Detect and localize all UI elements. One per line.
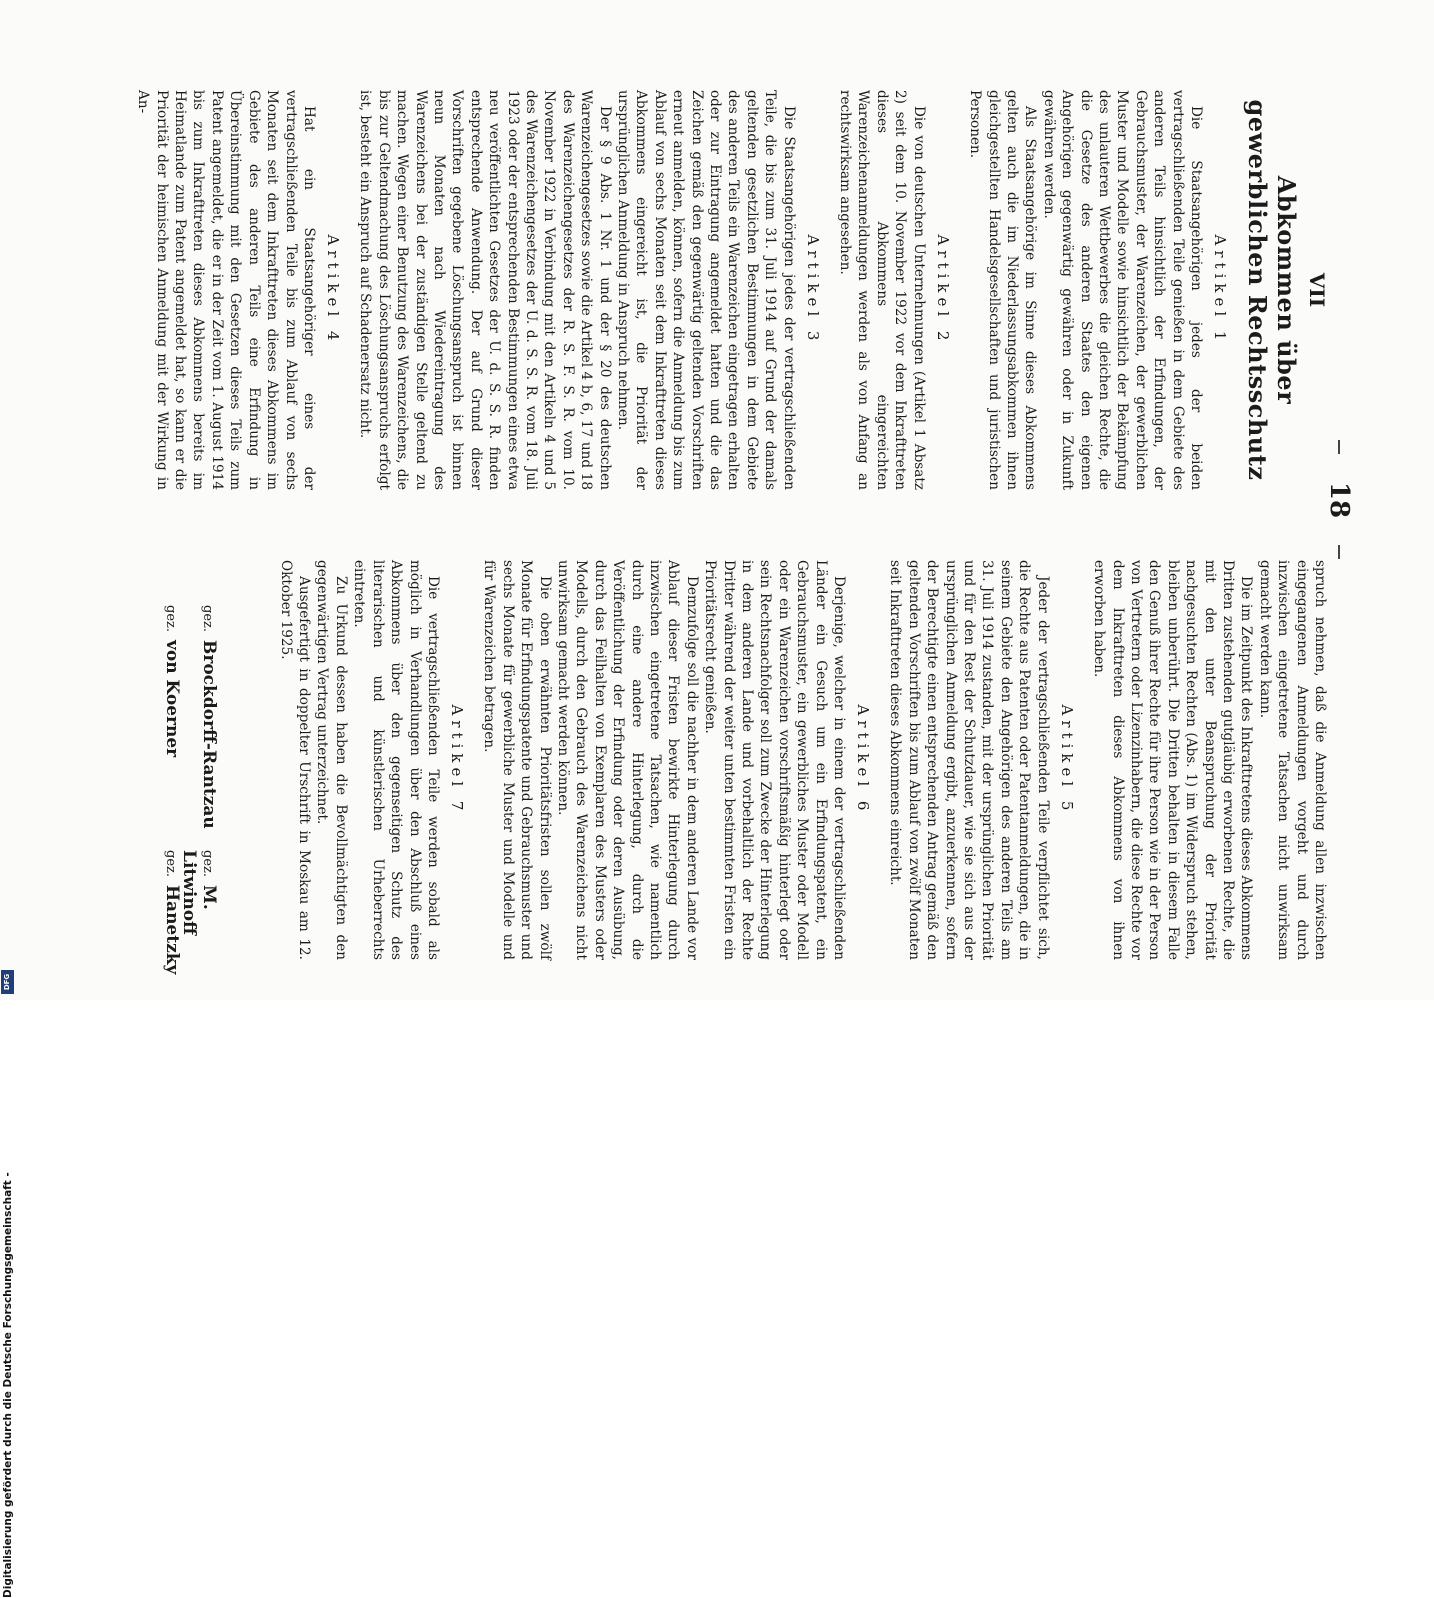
signature-2-prefix: gez.	[200, 850, 215, 877]
signature-4-name: Hanetzky	[162, 885, 182, 975]
section-title: Abkommen über gewerblichen Rechtsschutz	[1243, 99, 1301, 481]
digitization-credit: Digitalisierung gefördert durch die Deutsche Forschungsgemeinschaft -	[2, 1172, 14, 1598]
article-4-paragraph-1: Hat ein Staatsangehöriger eines der vertragschließenden Teile bis zum Ablauf von sechs Monaten seit dem Inkrafttreten dieses Abkommens im Gebiete des anderen Teils eine Erfindung in Übereinstimmung mit den Gesetzen dieses Teils zum Patent angemeldet, die er in der Zeit vom 1. August 1914 bis zum Inkrafttreten dieses Abkommens bereits im Heimatlande zum Patent angemeldet hat, so kann er die Priorität der heimischen Anmeldung mit der Wirkung in An-	[135, 90, 317, 490]
continuation-paragraph-2: Die im Zeitpunkt des Inkrafttretens dieses Abkommens Dritten zustehenden gutgläubig erworbenen Rechte, die mit den unter Beanspruchung der Priorität nachgesuchten Rechten (Abs. 1) im Widerspruch stehen, bleiben unberührt. Die Dritten behalten in diesem Falle den Genuß ihrer Rechte für ihre Person wie in der Person von Vertretern oder Lizenzinhabern, die diese Rechte vor dem Inkrafttreten dieses Abkommens von ihnen erworben haben.	[1091, 560, 1255, 960]
article-3-paragraph-2: Der § 9 Abs. 1 Nr. 1 und der § 20 des deutschen Warenzeichengesetzes sowie die Artikel 4 b, 6, 17 und 18 des Warenzeichengesetzes der R. S. F. S. R. vom 10. November 1922 in Verbindung mit den Artikeln 4 und 5 des Warenzeichengesetzes der U. d. S. S. R. vom 18. Juli 1923 oder der entsprechenden Bestimmungen eines etwa neu veröffentlichten Gesetzes der U. d. S. S. R. finden entsprechende Anwendung. Der auf Grund dieser Vorschriften gegebene Löschungsanspruch ist binnen neun Monaten nach Wiedereintragung des Warenzeichens bei der zuständigen Stelle geltend zu machen. Wegen einer Benutzung des Warenzeichens, die bis zur Geltendmachung des Löschungsanspruchs erfolgt ist, besteht ein Anspruch auf Schadenersatz nicht.	[357, 90, 613, 490]
dfg-logo-text: DFG	[3, 973, 12, 991]
signature-1-name: Brockdorff-Rantzau	[199, 640, 219, 829]
article-6-heading: Artikel 6	[854, 704, 873, 816]
page-number-dash-left	[1338, 440, 1340, 454]
article-6-paragraph-1: Derjenige, welcher in einem der vertragschließenden Länder ein Gesuch um ein Erfindungspatent, ein Gebrauchsmuster, ein gewerbliches Muster oder Modell oder ein Warenzeichen vorschriftsmäßig hinterlegt oder sein Rechtsnachfolger soll zum Zwecke der Hinterlegung in dem anderen Lande und vorbehaltlich der Rechte Dritter während der weiter unten bestimmten Fristen ein Prioritätsrecht genießen.	[702, 560, 848, 960]
signature-3-name: von Koerner	[162, 640, 182, 758]
signature-2-name: M. Litwinoff	[179, 850, 219, 936]
signature-4-prefix: gez.	[163, 850, 178, 877]
article-2-paragraph-1: Die von deutschen Unternehmungen (Artikel 1 Absatz 2) seit dem 10. November 1922 vor dem Inkrafttreten dieses Abkommens eingereichten Warenzeichenanmeldungen werden als von Anfang an rechtswirksam angesehen.	[837, 90, 927, 490]
page-number: 18	[1324, 481, 1354, 519]
signature-3-prefix: gez.	[163, 605, 178, 632]
right-column	[276, 560, 1329, 960]
article-6-paragraph-2: Demzufolge soll die nachher in dem anderen Lande vor Ablauf dieser Fristen bewirkte Hinterlegung durch inzwischen eingetretene Tatsachen, wie namentlich durch eine andere Hinterlegung, durch die Veröffentlichung der Erfindung oder deren Ausübung, durch das Feilhalten von Exemplaren des Musters oder Modells, durch den Gebrauch des Warenzeichens nicht unwirksam gemacht werden können.	[554, 560, 700, 960]
page-number-dash-right	[1338, 545, 1340, 559]
article-7-heading: Artikel 7	[447, 704, 466, 816]
article-3-heading: Artikel 3	[803, 234, 822, 346]
signature-2	[179, 850, 219, 1000]
left-column	[134, 90, 1329, 490]
article-1-paragraph-2: Als Staatsangehörige im Sinne dieses Abkommens gelten auch die im Niederlassungsabkommen ihnen gleichgestellten Handelsgesellschaften und juristischen Personen.	[967, 90, 1039, 490]
article-4-heading: Artikel 4	[323, 234, 342, 346]
signature-1	[199, 605, 219, 829]
closing-paragraph-2: Ausgefertigt in doppelter Urschrift in Moskau am 12. Oktober 1925.	[277, 560, 313, 960]
article-5-heading: Artikel 5	[1057, 704, 1076, 816]
article-7-paragraph-1: Die vertragschließenden Teile werden sobald als möglich in Verhandlungen über den Abschluß eines Abkommens über den gegenseitigen Schutz des literarischen und künstlerischen Urheberrechts eintreten.	[351, 560, 441, 960]
article-6-paragraph-3: Die oben erwähnten Prioritätsfristen sollen zwölf Monate für Erfindungspatente und Gebrauchsmuster und sechs Monate für gewerbliche Muster und Modelle und für Warenzeichen betragen.	[481, 560, 553, 960]
article-3-paragraph-1: Die Staatsangehörigen jedes der vertragschließenden Teile, die bis zum 31. Juli 1914 auf Grund der damals geltenden gesetzlichen Bestimmungen in dem Gebiete des anderen Teils ein Warenzeichen eingetragen erhalten oder zur Eintragung angemeldet hatten und die das Zeichen gemäß den gegenwärtig geltenden Vorschriften erneut anmelden, können, sofern die Anmeldung bis zum Ablauf von sechs Monaten seit dem Inkrafttreten dieses Abkommens eingereicht ist, die Priorität der ursprünglichen Anmeldung in Anspruch nehmen.	[615, 90, 797, 490]
closing-paragraph-1: Zu Urkund dessen haben die Bevollmächtigten den gegenwärtigen Vertrag unterzeichnet.	[314, 560, 349, 960]
article-1-paragraph-1: Die Staatsangehörigen jedes der beiden vertragschließenden Teile genießen in dem Gebiete des anderen Teils hinsichtlich der Erfindungen, der Gebrauchsmuster, der Warenzeichen, der gewerblichen Muster und Modelle sowie hinsichtlich der Bekämpfung des unlauteren Wettbewerbes die gleichen Rechte, die die Gesetze des anderen Staates den eigenen Angehörigen gegenwärtig gewähren oder in Zukunft gewähren werden.	[1040, 90, 1204, 490]
continuation-paragraph-1: spruch nehmen, daß die Anmeldung allen inzwischen eingegangenen Anmeldungen vorgeht und durch inzwischen eingetretene Tatsachen nicht unwirksam gemacht werden kann.	[1256, 560, 1328, 960]
signature-4	[162, 850, 182, 974]
signature-3	[162, 605, 182, 757]
article-1-heading: Artikel 1	[1211, 234, 1229, 346]
dfg-logo-icon	[1, 970, 14, 994]
article-2-heading: Artikel 2	[933, 234, 952, 346]
section-roman-numeral: VII	[1305, 272, 1329, 308]
article-5-paragraph-1: Jeder der vertragschließenden Teile verpflichtet sich, die Rechte aus Patenten oder Patentanmeldungen, die in seinem Gebiete den Angehörigen des anderen Teils am 31. Juli 1914 zustanden, mit der ursprünglichen Priorität und für den Rest der Schutzdauer, wie sie sich aus der ursprünglichen Anmeldung ergibt, anzuerkennen, sofern der Berechtigte einen entsprechenden Antrag gemäß den geltenden Vorschriften bis zum Ablauf von zwölf Monaten seit Inkrafttreten dieses Abkommens einreicht.	[887, 560, 1051, 960]
signature-1-prefix: gez.	[200, 605, 215, 632]
